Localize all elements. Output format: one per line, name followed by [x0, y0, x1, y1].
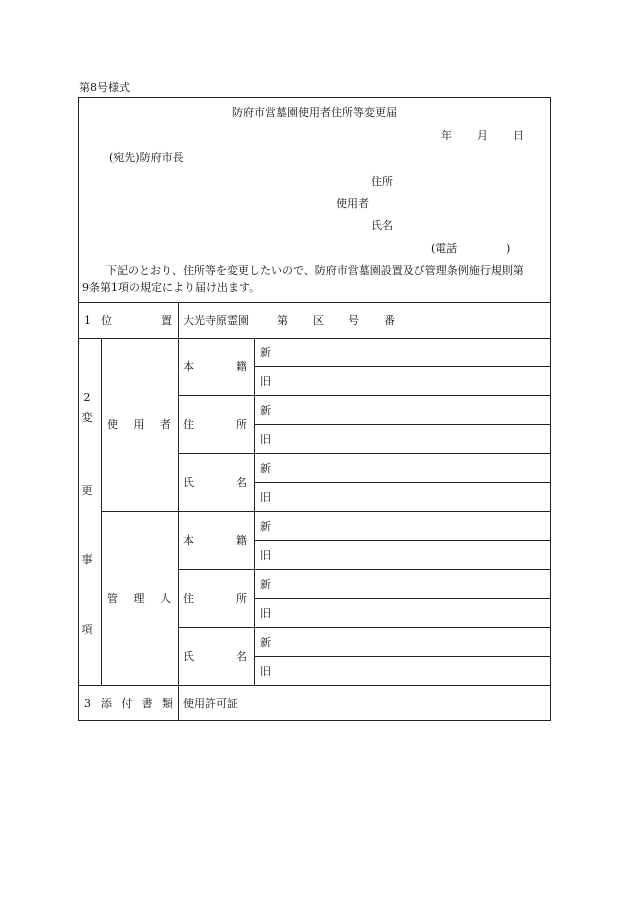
rule — [178, 569, 551, 570]
item1-number: 1 — [84, 314, 91, 327]
old-marker: 旧 — [260, 607, 271, 620]
new-marker: 新 — [260, 404, 271, 417]
rule — [178, 453, 551, 454]
rule-item3-top — [78, 685, 551, 686]
row-label-address: 住 所 — [183, 418, 247, 431]
addressee: (宛先)防府市長 — [109, 151, 184, 164]
new-marker: 新 — [260, 346, 271, 359]
item1-cemetery: 大光寺原霊園 — [183, 314, 249, 327]
row-label-name: 氏 名 — [183, 476, 247, 489]
rule-newold-column — [254, 338, 255, 685]
rule-label-column — [178, 302, 179, 721]
rule — [254, 656, 551, 657]
new-marker: 新 — [260, 636, 271, 649]
old-marker: 旧 — [260, 375, 271, 388]
group-manager-label: 管 理 人 — [107, 592, 171, 605]
rule — [254, 540, 551, 541]
item1-label: 位 置 — [101, 314, 172, 327]
item1-counter-ban: 番 — [384, 314, 395, 327]
row-label-honseki: 本 籍 — [183, 534, 247, 547]
statement-line-1: 下記のとおり、住所等を変更したいので、防府市営墓園設置及び管理条例施行規則第 — [106, 264, 524, 277]
new-marker: 新 — [260, 520, 271, 533]
phone-label: (電話 — [431, 242, 458, 255]
item2-number: 2 — [83, 391, 91, 404]
rule-item2-top — [78, 338, 551, 339]
item1-counter-dai: 第 — [277, 314, 288, 327]
rule-group-divider — [101, 511, 551, 512]
applicant-user-label: 使用者 — [336, 197, 369, 210]
item2-label-char: 変 — [81, 411, 93, 424]
old-marker: 旧 — [260, 433, 271, 446]
item1-counter-go: 号 — [348, 314, 359, 327]
item1-counter-ku: 区 — [313, 314, 324, 327]
item2-label-char: 項 — [81, 623, 93, 636]
phone-close: ) — [506, 242, 511, 255]
date-day: 日 — [513, 129, 524, 142]
rule — [178, 627, 551, 628]
applicant-name-label: 氏名 — [371, 219, 393, 232]
item2-label-char: 更 — [81, 484, 93, 497]
old-marker: 旧 — [260, 491, 271, 504]
group-user-label: 使 用 者 — [107, 418, 171, 431]
rule — [254, 424, 551, 425]
rule — [254, 482, 551, 483]
new-marker: 新 — [260, 462, 271, 475]
rule — [178, 395, 551, 396]
rule — [254, 598, 551, 599]
old-marker: 旧 — [260, 549, 271, 562]
form-title: 防府市営墓園使用者住所等変更届 — [232, 106, 397, 119]
date-month: 月 — [477, 129, 488, 142]
new-marker: 新 — [260, 578, 271, 591]
statement-line-2: 9条第1項の規定により届け出ます。 — [82, 281, 261, 294]
rule-item2-column — [101, 338, 102, 685]
form-number: 第8号様式 — [79, 81, 130, 94]
row-label-address: 住 所 — [183, 592, 247, 605]
applicant-address-label: 住所 — [371, 175, 393, 188]
row-label-honseki: 本 籍 — [183, 360, 247, 373]
item3-label: 添 付 書 類 — [101, 697, 173, 710]
item3-number: 3 — [84, 697, 91, 710]
date-year: 年 — [441, 129, 452, 142]
item2-label-char: 事 — [81, 553, 93, 566]
row-label-name: 氏 名 — [183, 650, 247, 663]
old-marker: 旧 — [260, 665, 271, 678]
rule — [254, 366, 551, 367]
rule-item1-top — [78, 302, 551, 303]
item3-value: 使用許可証 — [183, 697, 238, 710]
